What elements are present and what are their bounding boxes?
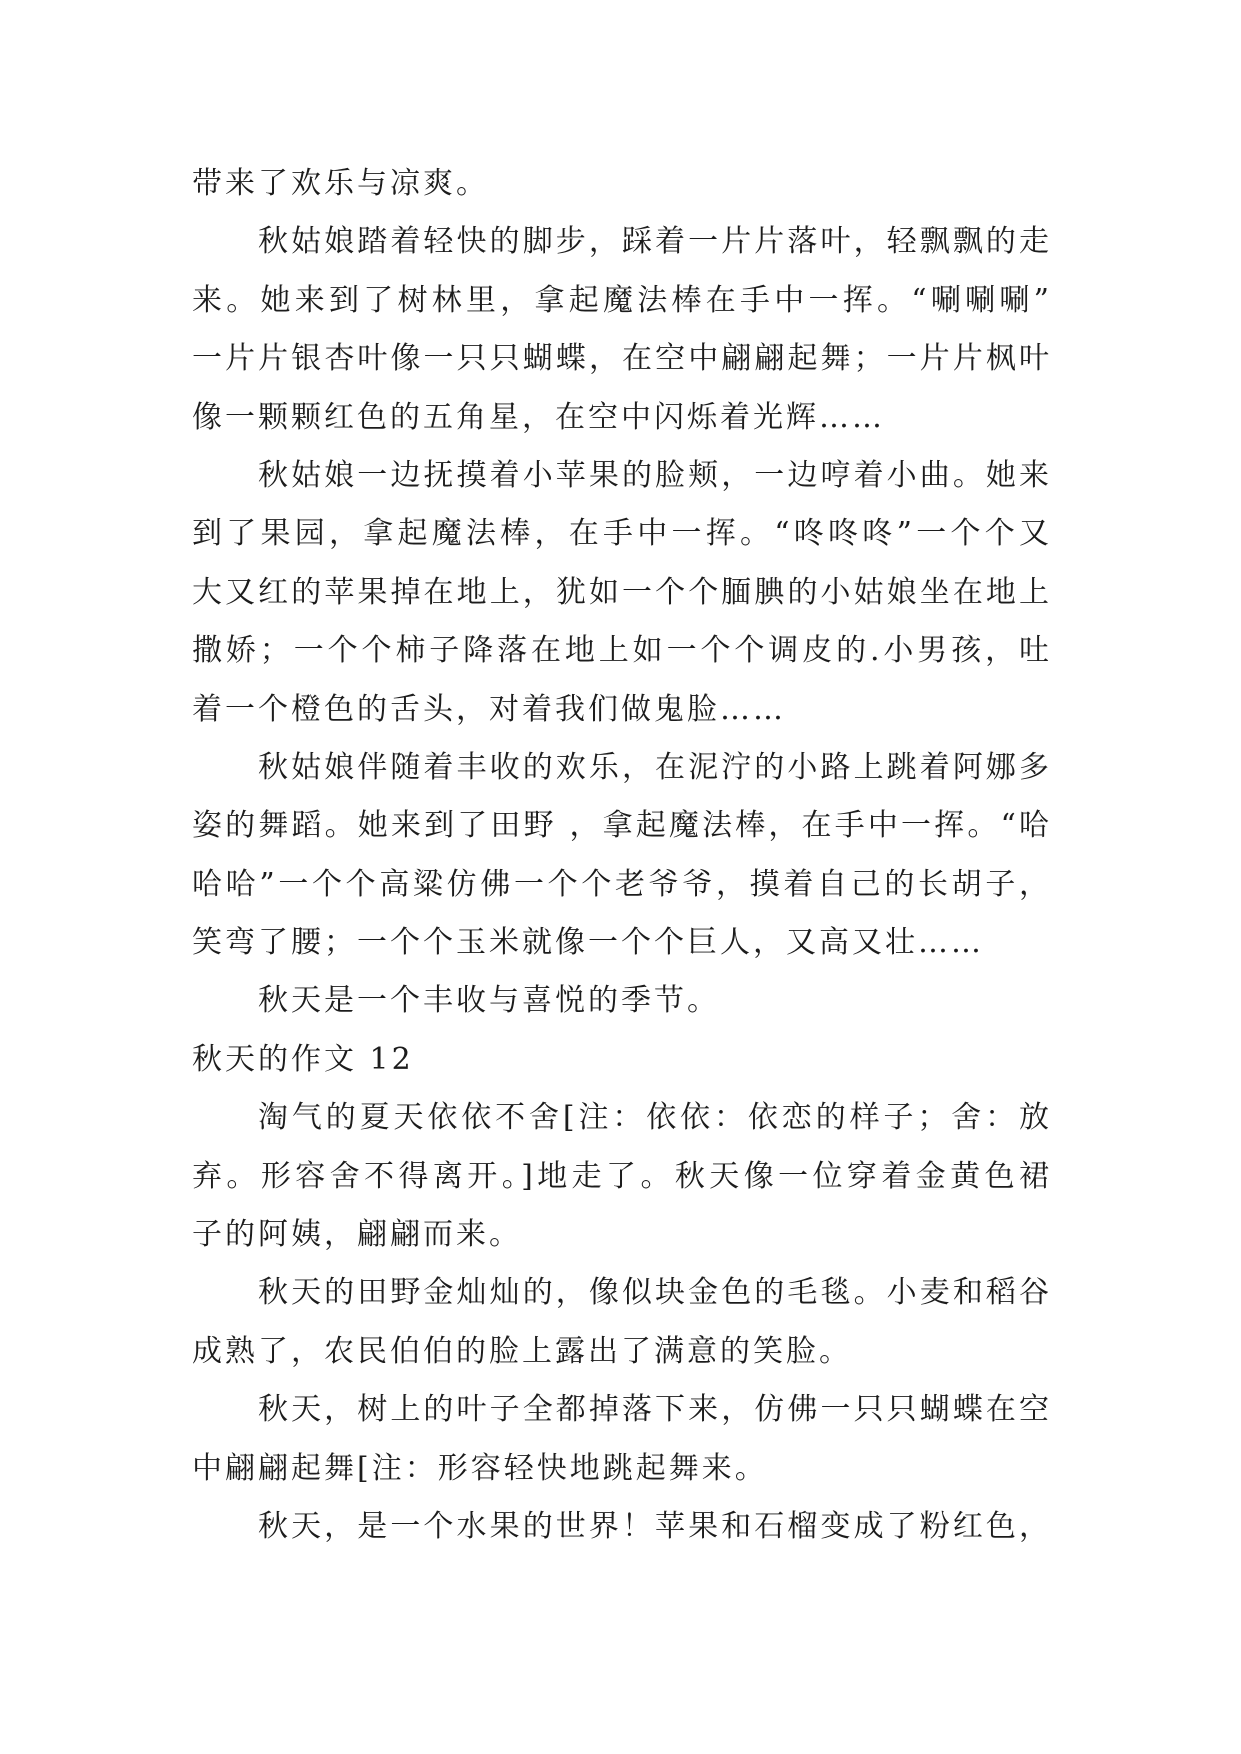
paragraph — [192, 1498, 1052, 1556]
paragraph — [192, 155, 1052, 213]
text-line: 秋姑娘一边抚摸着小苹果的脸颊，一边哼着小曲。她来 — [258, 457, 1052, 493]
text-line: 秋姑娘踏着轻快的脚步，踩着一片片落叶，轻飘飘的走 — [258, 224, 1052, 260]
paragraph — [192, 1381, 1052, 1498]
text-line: 笑弯了腰；一个个玉米就像一个个巨人，又高又壮…… — [192, 925, 984, 961]
text-line: 到了果园，拿起魔法棒，在手中一挥。“咚咚咚”一个个又 — [192, 516, 1052, 552]
text-line: 秋天，树上的叶子全都掉落下来，仿佛一只只蝴蝶在空 — [258, 1392, 1052, 1428]
paragraph — [192, 972, 1052, 1030]
text-line: 淘气的夏天依依不舍[注：依依：依恋的样子；舍：放 — [258, 1100, 1052, 1136]
text-line: 像一颗颗红色的五角星，在空中闪烁着光辉…… — [192, 399, 885, 435]
essay-title: 秋天的作文 12 — [192, 1041, 414, 1077]
text-line: 秋天，是一个水果的世界！苹果和石榴变成了粉红色， — [258, 1508, 1052, 1544]
paragraph — [192, 447, 1052, 739]
paragraph — [192, 1264, 1052, 1381]
text-line: 带来了欢乐与凉爽。 — [192, 166, 489, 201]
text-line: 子的阿姨，翩翩而来。 — [192, 1217, 522, 1253]
text-line: 姿的舞蹈。她来到了田野 ，拿起魔法棒，在手中一挥。“哈 — [192, 808, 1052, 844]
paragraph — [192, 1089, 1052, 1264]
text-line: 秋天是一个丰收与喜悦的季节。 — [258, 983, 720, 1019]
text-line: 哈哈”一个个高粱仿佛一个个老爷爷，摸着自己的长胡子， — [192, 866, 1052, 902]
text-line: 秋天的田野金灿灿的，像似块金色的毛毯。小麦和稻谷 — [258, 1275, 1052, 1311]
text-line: 一片片银杏叶像一只只蝴蝶，在空中翩翩起舞；一片片枫叶 — [192, 341, 1052, 377]
paragraph — [192, 739, 1052, 973]
text-column — [192, 155, 1052, 1556]
paragraph — [192, 213, 1052, 447]
text-line: 弃。形容舍不得离开。]地走了。秋天像一位穿着金黄色裙 — [192, 1158, 1052, 1194]
text-line: 撒娇；一个个柿子降落在地上如一个个调皮的.小男孩，吐 — [192, 633, 1052, 669]
text-line: 着一个橙色的舌头，对着我们做鬼脸…… — [192, 691, 786, 727]
text-line: 大又红的苹果掉在地上，犹如一个个腼腆的小姑娘坐在地上 — [192, 574, 1052, 610]
text-line: 来。她来到了树林里，拿起魔法棒在手中一挥。“唰唰唰” — [192, 282, 1052, 318]
text-line: 中翩翩起舞[注：形容轻快地跳起舞来。 — [192, 1450, 768, 1486]
text-line: 成熟了，农民伯伯的脸上露出了满意的笑脸。 — [192, 1333, 852, 1369]
text-line: 秋姑娘伴随着丰收的欢乐，在泥泞的小路上跳着阿娜多 — [258, 749, 1052, 785]
